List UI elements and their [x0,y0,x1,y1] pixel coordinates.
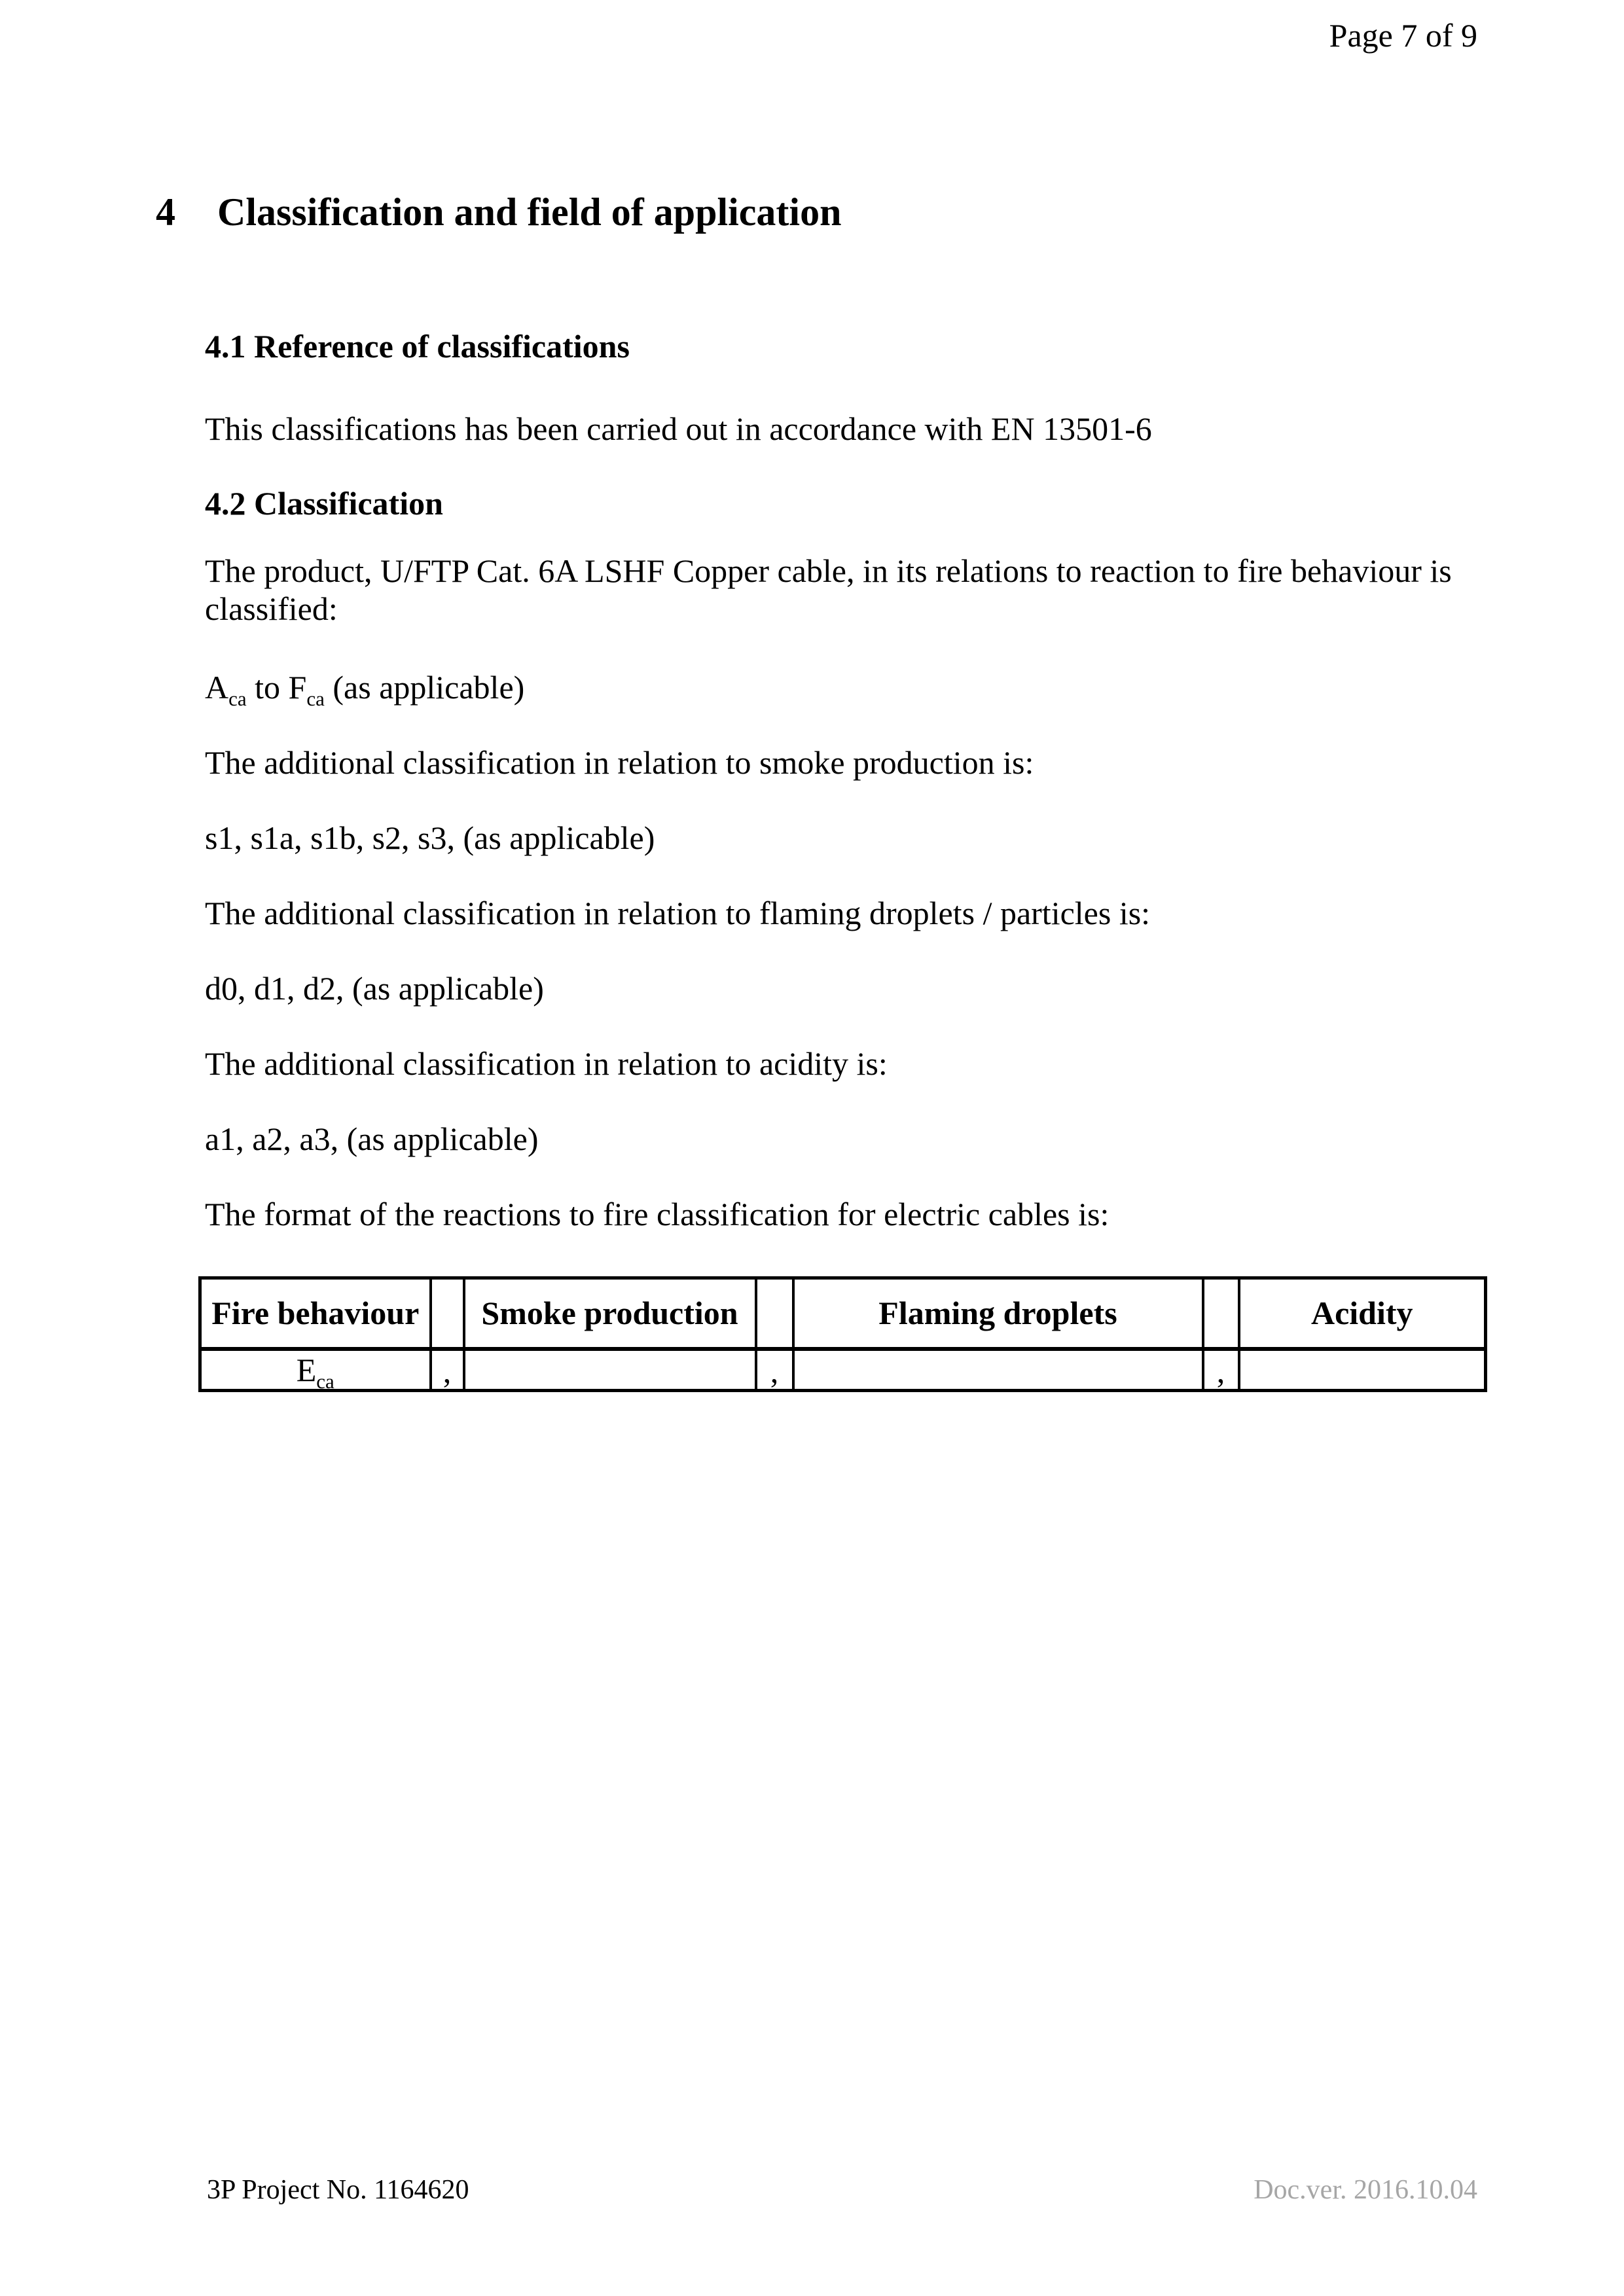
fire-class-range [205,668,1455,710]
section-4-number: 4 [156,190,175,234]
section-4-title: Classification and field of application [217,190,842,234]
footer-project-number: 3P Project No. 1164620 [207,2175,469,2205]
fire-class-base2: F [288,669,307,706]
section-4-1-body: This classifications has been carried out in accordance with EN 13501-6 [205,410,1152,447]
acidity-intro: The additional classification in relation to acidity is: [205,1045,888,1082]
page-number: Page 7 of 9 [1329,17,1477,54]
droplets-intro: The additional classification in relation to flaming droplets / particles is: [205,895,1151,931]
fire-class-mid: to [246,669,289,706]
comma-separator-1: , [431,1349,464,1391]
section-4-2-heading: 4.2 Classification [205,485,443,522]
header-separator-3 [1203,1278,1239,1349]
header-smoke-production: Smoke production [464,1278,756,1349]
header-acidity: Acidity [1239,1278,1486,1349]
acidity-values: a1, a2, a3, (as applicable) [205,1121,539,1157]
table-data-row [200,1349,1486,1391]
fire-class-value-sub: ca [316,1369,334,1390]
cell-acidity [1239,1349,1486,1391]
header-separator-2 [756,1278,793,1349]
fire-class-value-base: E [296,1351,317,1388]
cell-fire-behaviour [200,1349,431,1391]
comma-separator-3: , [1203,1349,1239,1391]
comma-separator-2: , [756,1349,793,1391]
droplets-values: d0, d1, d2, (as applicable) [205,970,544,1007]
smoke-values: s1, s1a, s1b, s2, s3, (as applicable) [205,819,655,856]
fire-class-base1: A [205,669,229,706]
header-separator-1 [431,1278,464,1349]
footer-doc-version: Doc.ver. 2016.10.04 [1254,2175,1477,2205]
section-4-1-heading: 4.1 Reference of classifications [205,328,630,365]
header-flaming-droplets: Flaming droplets [793,1278,1203,1349]
fire-class-sub2: ca [306,687,325,710]
fire-class-sub1: ca [228,687,247,710]
section-4-heading [156,190,841,235]
smoke-intro: The additional classification in relation to smoke production is: [205,744,1034,781]
classification-format-table [198,1276,1487,1392]
fire-class-tail: (as applicable) [324,669,525,706]
section-4-2-intro: The product, U/FTP Cat. 6A LSHF Copper cable, in its relations to reaction to fire behaviour is classified: [205,552,1452,627]
table-header-row [200,1278,1486,1349]
format-intro: The format of the reactions to fire classification for electric cables is: [205,1196,1110,1232]
cell-flaming-droplets [793,1349,1203,1391]
header-fire-behaviour: Fire behaviour [200,1278,431,1349]
cell-smoke-production [464,1349,756,1391]
